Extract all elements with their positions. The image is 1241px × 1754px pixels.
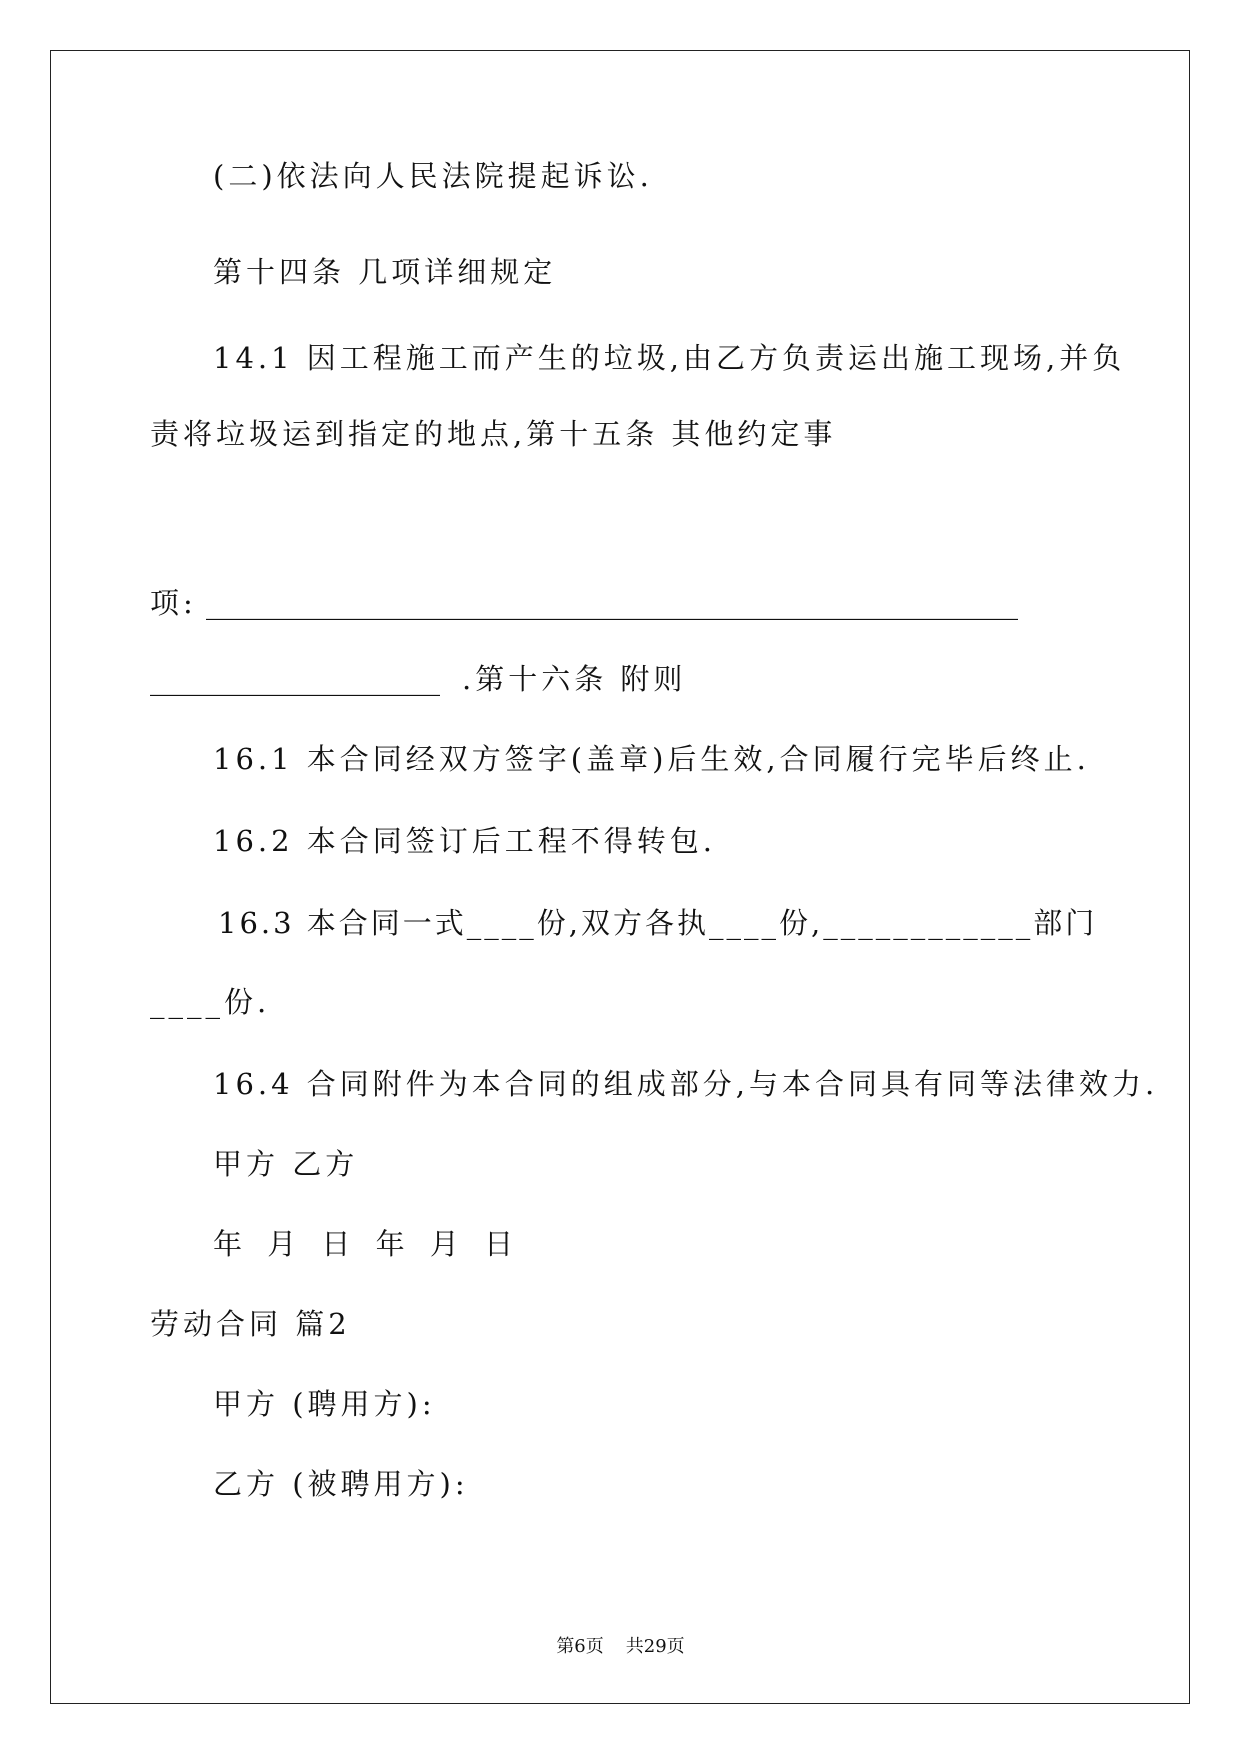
blank-line-long: ________________________________________________________ [206, 586, 1018, 620]
text-line-13: 年 月 日 年 月 日 [213, 1227, 518, 1261]
text-line-10: ____份. [150, 985, 271, 1019]
text-line-8: 16.2 本合同签订后工程不得转包. [213, 824, 717, 858]
text-line-16: 乙方 (被聘用方): [213, 1467, 469, 1501]
text-line-6: .第十六条 附则 [462, 662, 687, 696]
text-line-12: 甲方 乙方 [213, 1147, 359, 1181]
text-line-15: 甲方 (聘用方): [213, 1387, 436, 1421]
page-border [50, 50, 1190, 1704]
text-line-5-label: 项: [150, 586, 197, 620]
text-line-7: 16.1 本合同经双方签字(盖章)后生效,合同履行完毕后终止. [213, 742, 1090, 776]
text-line-9: 16.3 本合同一式____份,双方各执____份,____________部门 [218, 906, 1098, 940]
text-line-11: 16.4 合同附件为本合同的组成部分,与本合同具有同等法律效力. [213, 1067, 1159, 1101]
text-line-14: 劳动合同 篇2 [150, 1307, 351, 1341]
page-footer [0, 1632, 1241, 1658]
blank-line-short: ____________________ [150, 662, 440, 696]
text-line-4: 责将垃圾运到指定的地点,第十五条 其他约定事 [150, 417, 837, 451]
page-number: 第6页 [556, 1636, 604, 1657]
text-line-2: 第十四条 几项详细规定 [213, 255, 557, 289]
text-line-3: 14.1 因工程施工而产生的垃圾,由乙方负责运出施工现场,并负 [213, 341, 1126, 375]
page-total: 共29页 [625, 1636, 685, 1657]
text-line-1: (二)依法向人民法院提起诉讼. [213, 159, 653, 193]
